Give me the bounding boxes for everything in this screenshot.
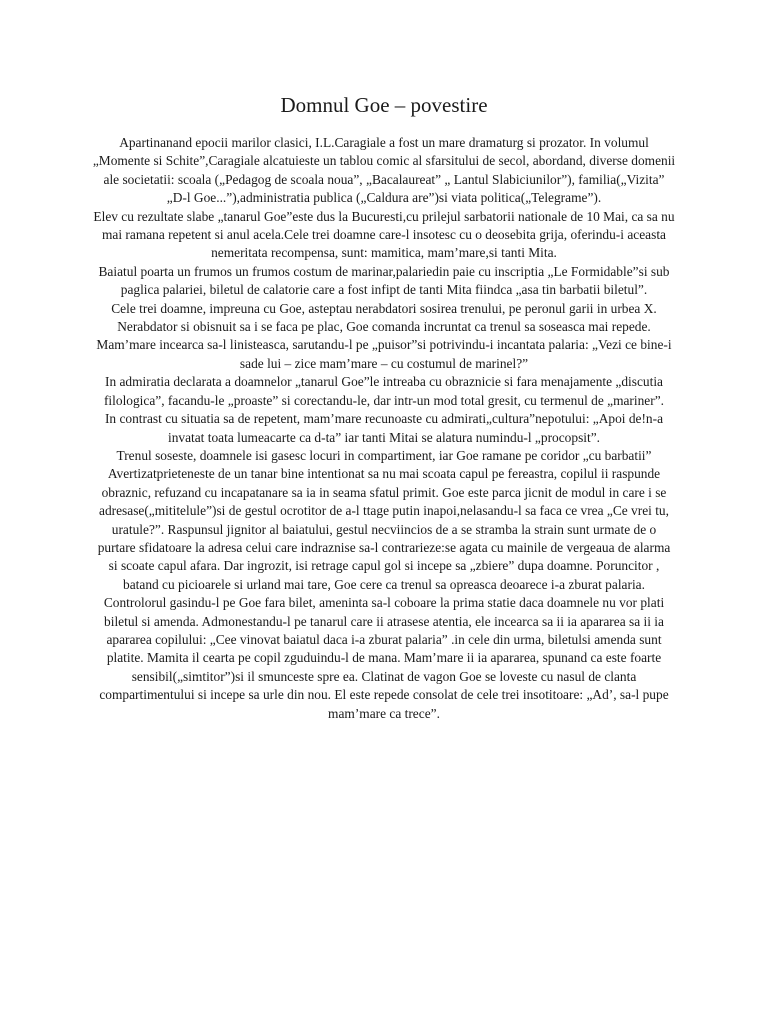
document-page <box>92 0 676 723</box>
paragraph-intro: Apartinanand epocii marilor clasici, I.L.Caragiale a fost un mare dramaturg si prozator. In volumul „Momente si Schite”,Caragiale alcatuieste un tablou comic al sfarsitului de secol, abordand, diverse domenii ale societatii: scoala („Pedagog de scoala noua”, „Bacalaureat” „ Lantul Slabiciunilor”), familia(„Vizita” „D-l Goe...”),administratia publica („Caldura are”)si viata politica(„Telegrame”). <box>92 135 676 206</box>
paragraph-costume: Baiatul poarta un frumos un frumos costum de marinar,palariedin paie cu inscriptia „Le Formidable”si sub paglica palariei, biletul de calatorie care a fost infipt de tanti Mita fiindca „asa tin barbatii biletul”. <box>98 263 670 298</box>
paragraph-station: Cele trei doamne, impreuna cu Goe, asteptau nerabdatori sosirea trenului, pe peronul garii in urbea X. Nerabdator si obisnuit sa i se faca pe plac, Goe comanda incruntat ca trenul sa soseasca mai repede. Mam’mare incearca sa-l linisteasca, sarutandu-l pe „puisor”si potrivindu-i incantata palaria: „Vezi ce bine-i sade lui – zice mam’mare – cu costumul de marinel?” <box>96 300 672 371</box>
paragraph-goe-student: Elev cu rezultate slabe „tanarul Goe”este dus la Bucuresti,cu prilejul sarbatorii nationale de 10 Mai, ca sa nu mai ramana repetent si anul acela.Cele trei doamne care-l insotesc cu o deosebita grija, oferindu-i aceasta nemeritata recompensa, sunt: mamitica, mam’mare,si tanti Mita. <box>93 208 675 261</box>
document-body <box>92 134 676 723</box>
paragraph-admiration: In admiratia declarata a doamnelor „tanarul Goe”le intreaba cu obraznicie si fara menajamente „discutia filologica”, facandu-le „proaste” si corectandu-le, dar intr-un mod total gresit, cu termenul de „mariner”. <box>103 374 665 408</box>
paragraph-incident: Avertizatprieteneste de un tanar bine intentionat sa nu mai scoata capul pe fereastra, copilul ii raspunde obraznic, refuzand cu incapatanare sa ia in seama sfatul primit. Goe este parca jicnit de modul in care i se adresase(„mititelule”)si de gestul ocrotitor de a-l ttage putin inapoi,nelasandu-l sa faca ce vrea „Ce vrei tu, uratule?”. Raspunsul jignitor al baiatului, gestul necviincios de a se stramba la strain sunt urmate de o purtare sfidatoare la adresa celui care indraznise sa-l contrarieze:se agata cu mainile de vergeaua de alarma si scoate capul afara. Dar ingrozit, isi retrage capul gol si incepe sa „zbiere” dupa doamne. Poruncitor , batand cu picioarele si urland mai tare, Goe cere ca trenul sa opreasca deoarece i-a zburat palaria. Controlorul gasindu-l pe Goe fara bilet, ameninta sa-l coboare la prima statie daca doamnele nu vor plati biletul si amenda. Admonestandu-l pe tanarul care ii atrasese atentia, ele incearca sa ii ia apararea sa ii ia apararea copilului: „Cee vinovat baiatul daca i-a zburat palaria” .in cele din urma, biletulsi amenda sunt platite. Mamita il cearta pe copil zguduindu-l de mana. Mam’mare ii ia apararea, spunand ca este foarte sensibil(„simtitor”)si il smunceste spre ea. Clatinat de vagon Goe se loveste cu nasul de clanta compartimentului si incepe sa urle din nou. El este repede consolat de cele trei insotitoare: „Ad’, sa-l pupe mam’mare ca trece”. <box>97 466 671 721</box>
paragraph-train-arrives: Trenul soseste, doamnele isi gasesc locuri in compartiment, iar Goe ramane pe coridor „cu barbatii” <box>116 447 652 463</box>
paragraph-contrast: In contrast cu situatia sa de repetent, mam’mare recunoaste cu admirati„cultura”nepotului: „Apoi de!n-a invatat toata lumeacarte ca d-ta” iar tanti Mitai se alatura numindu-l „procopsit”. <box>104 411 664 445</box>
document-title: Domnul Goe – povestire <box>280 93 488 117</box>
